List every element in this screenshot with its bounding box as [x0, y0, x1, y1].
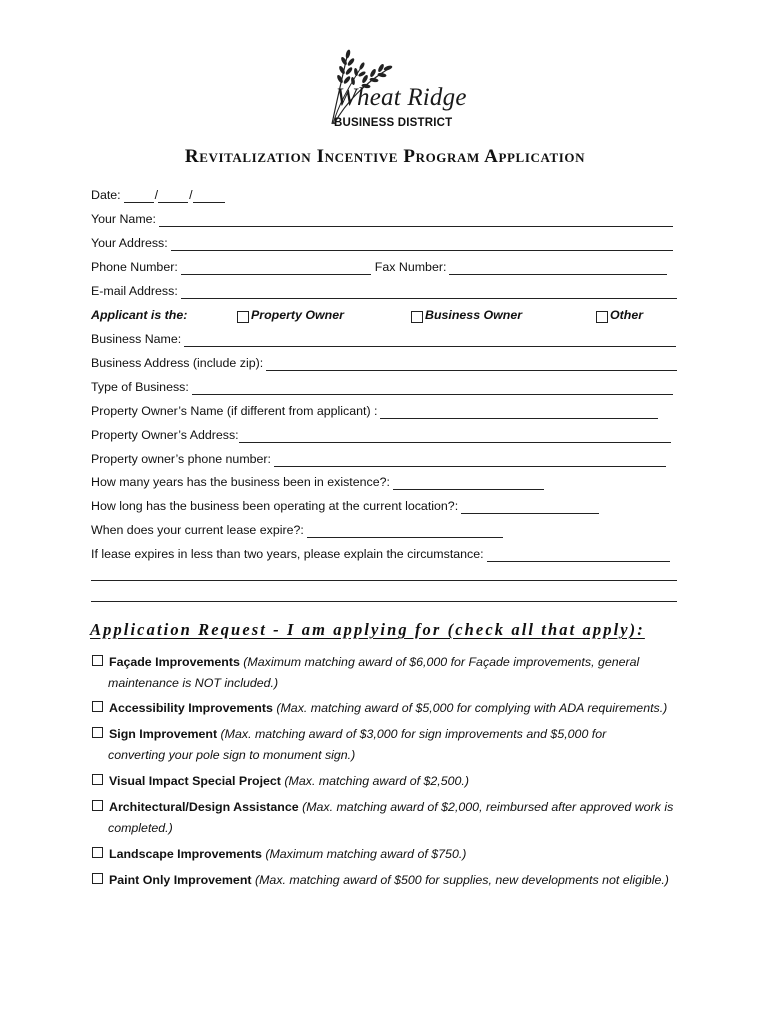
item-description: (Maximum matching award of $6,000 for Façade improvements, general	[243, 655, 640, 669]
location-row	[91, 494, 599, 514]
business-type-row	[91, 375, 673, 395]
email-field[interactable]	[181, 285, 677, 299]
property-owner-label: Property Owner	[251, 308, 344, 322]
name-row	[91, 207, 673, 227]
request-item-facade	[92, 652, 692, 694]
date-separator: /	[189, 188, 193, 202]
applicant-row	[91, 303, 187, 323]
location-field[interactable]	[461, 500, 599, 514]
item-label: Façade Improvements	[109, 655, 240, 669]
address-row	[91, 231, 673, 251]
business-type-field[interactable]	[192, 381, 673, 395]
address-label: Your Address:	[91, 236, 168, 250]
years-field[interactable]	[393, 476, 544, 490]
item-description: (Max. matching award of $2,500.)	[284, 774, 469, 788]
item-description-cont: completed.)	[108, 821, 173, 835]
date-month-field[interactable]	[124, 189, 154, 203]
date-year-field[interactable]	[193, 189, 225, 203]
item-label: Sign Improvement	[109, 727, 218, 741]
architectural-checkbox[interactable]	[92, 800, 103, 811]
name-label: Your Name:	[91, 212, 156, 226]
phone-field[interactable]	[181, 261, 371, 275]
lease-explain-row	[91, 542, 670, 562]
request-item-paint	[92, 870, 692, 891]
owner-address-field[interactable]	[239, 429, 671, 443]
phone-row	[91, 255, 667, 275]
business-name-label: Business Name:	[91, 332, 182, 346]
name-field[interactable]	[159, 213, 673, 227]
business-address-field[interactable]	[266, 357, 677, 371]
item-description: (Max. matching award of $500 for supplies, new developments not eligible.)	[254, 873, 669, 887]
lease-field[interactable]	[307, 524, 503, 538]
request-item-accessibility	[92, 698, 692, 719]
fax-label: Fax Number:	[374, 260, 447, 274]
owner-address-label: Property Owner’s Address:	[91, 428, 239, 442]
owner-phone-field[interactable]	[274, 453, 666, 467]
page-title: Revitalization Incentive Program Application	[184, 146, 586, 167]
email-label: E-mail Address:	[91, 284, 178, 298]
item-label: Architectural/Design Assistance	[109, 800, 299, 814]
accessibility-checkbox[interactable]	[92, 701, 103, 712]
owner-name-label: Property Owner’s Name (if different from applicant) :	[91, 404, 378, 418]
lease-label: When does your current lease expire?:	[91, 523, 304, 537]
other-label: Other	[610, 308, 644, 322]
business-type-label: Type of Business:	[91, 380, 189, 394]
option-business-owner[interactable]	[411, 303, 522, 323]
owner-phone-label: Property owner’s phone number:	[91, 452, 271, 466]
item-label: Accessibility Improvements	[109, 701, 273, 715]
owner-name-row	[91, 399, 658, 419]
option-property-owner[interactable]	[237, 303, 344, 323]
business-address-label: Business Address (include zip):	[91, 356, 264, 370]
address-field[interactable]	[171, 237, 673, 251]
owner-name-field[interactable]	[380, 405, 658, 419]
request-item-landscape	[92, 844, 692, 865]
business-name-field[interactable]	[184, 333, 676, 347]
years-label: How many years has the business been in existence?:	[91, 475, 390, 489]
item-label: Visual Impact Special Project	[109, 774, 281, 788]
facade-checkbox[interactable]	[92, 655, 103, 666]
business-owner-checkbox[interactable]	[411, 311, 423, 323]
request-item-architectural	[92, 797, 692, 839]
item-label: Paint Only Improvement	[109, 873, 252, 887]
business-owner-label: Business Owner	[425, 308, 523, 322]
item-description: (Max. matching award of $3,000 for sign improvements and $5,000 for	[220, 727, 607, 741]
landscape-checkbox[interactable]	[92, 847, 103, 858]
sign-checkbox[interactable]	[92, 727, 103, 738]
logo-name: Wheat Ridge	[336, 84, 467, 111]
application-request-heading: Application Request - I am applying for (check all that apply):	[90, 620, 645, 639]
email-row	[91, 279, 677, 299]
lease-explain-line-3[interactable]	[91, 601, 677, 602]
date-day-field[interactable]	[158, 189, 188, 203]
item-label: Landscape Improvements	[109, 847, 262, 861]
years-row	[91, 470, 544, 490]
logo-subtitle: BUSINESS DISTRICT	[334, 117, 453, 129]
paint-checkbox[interactable]	[92, 873, 103, 884]
wheat-ridge-logo	[318, 44, 468, 132]
business-name-row	[91, 327, 676, 347]
business-address-row	[91, 351, 677, 371]
owner-address-row	[91, 423, 671, 443]
phone-label: Phone Number:	[91, 260, 178, 274]
lease-explain-label: If lease expires in less than two years, please explain the circumstance:	[91, 547, 484, 561]
date-separator: /	[154, 188, 159, 202]
fax-field[interactable]	[449, 261, 667, 275]
request-item-visual-impact	[92, 771, 692, 792]
request-item-sign	[92, 724, 692, 766]
date-row	[91, 183, 225, 203]
item-description-cont: maintenance is NOT included.)	[108, 676, 279, 690]
item-description: (Maximum matching award of $750.)	[265, 847, 467, 861]
visual-impact-checkbox[interactable]	[92, 774, 103, 785]
property-owner-checkbox[interactable]	[237, 311, 249, 323]
item-description: (Max. matching award of $2,000, reimbursed after approved work is	[302, 800, 674, 814]
date-label: Date:	[91, 188, 121, 202]
lease-explain-line-2[interactable]	[91, 580, 677, 581]
other-checkbox[interactable]	[596, 311, 608, 323]
option-other[interactable]	[596, 303, 643, 323]
item-description: (Max. matching award of $5,000 for complying with ADA requirements.)	[276, 701, 668, 715]
applicant-label: Applicant is the:	[91, 308, 188, 322]
lease-explain-field[interactable]	[487, 548, 670, 562]
location-label: How long has the business been operating at the current location?:	[91, 499, 459, 513]
item-description-cont: converting your pole sign to monument sign.)	[108, 748, 356, 762]
lease-row	[91, 518, 503, 538]
owner-phone-row	[91, 447, 666, 467]
